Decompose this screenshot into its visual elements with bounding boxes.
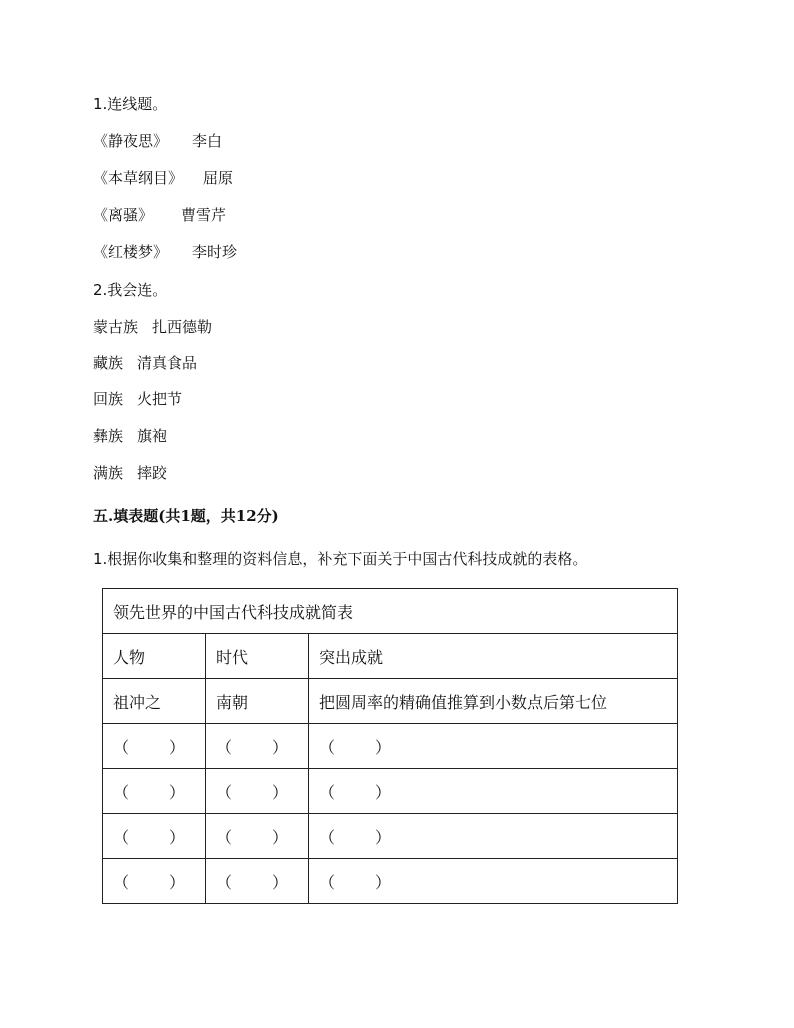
q2-right-2: 清真食品: [137, 354, 198, 372]
blank-close: ）: [168, 827, 185, 847]
example-era: 南朝: [206, 679, 309, 724]
table-row: [103, 724, 678, 769]
table-row: [103, 814, 678, 859]
answer-blank: [216, 870, 288, 893]
q1-right-1: 李白: [192, 132, 223, 150]
blank-person-cell[interactable]: [103, 769, 206, 814]
blank-close: ）: [271, 827, 288, 847]
blank-era-cell[interactable]: [206, 769, 309, 814]
blank-open: （: [113, 827, 130, 847]
q2-left-2: 藏族: [93, 354, 124, 372]
blank-person-cell[interactable]: [103, 814, 206, 859]
blank-close: ）: [271, 782, 288, 802]
q1-title: 1.连线题。: [93, 95, 168, 113]
blank-close: ）: [374, 782, 391, 802]
blank-achievement-cell[interactable]: [309, 859, 678, 904]
blank-close: ）: [271, 737, 288, 757]
header-era: 时代: [206, 634, 309, 679]
q2-pair-2: [93, 353, 197, 373]
blank-open: （: [216, 827, 233, 847]
q2-left-1: 蒙古族: [93, 318, 139, 336]
q2-right-4: 旗袍: [137, 427, 168, 445]
blank-open: （: [319, 737, 336, 757]
q1-left-1: 《静夜思》: [93, 132, 169, 150]
header-person: 人物: [103, 634, 206, 679]
blank-close: ）: [168, 872, 185, 892]
table-caption-row: [103, 589, 678, 634]
blank-person-cell[interactable]: [103, 724, 206, 769]
answer-blank: [216, 780, 288, 803]
answer-blank: [113, 735, 185, 758]
q1-pair-3: [93, 205, 226, 225]
answer-blank: [319, 825, 391, 848]
q2-left-5: 满族: [93, 464, 124, 482]
example-achievement: 把圆周率的精确值推算到小数点后第七位: [309, 679, 678, 724]
table-row: [103, 859, 678, 904]
answer-blank: [319, 735, 391, 758]
blank-open: （: [216, 782, 233, 802]
blank-achievement-cell[interactable]: [309, 814, 678, 859]
blank-open: （: [319, 782, 336, 802]
answer-blank: [319, 870, 391, 893]
answer-blank: [216, 735, 288, 758]
blank-open: （: [319, 827, 336, 847]
blank-close: ）: [168, 782, 185, 802]
q1-left-3: 《离骚》: [93, 206, 154, 224]
header-achievement: 突出成就: [309, 634, 678, 679]
q1-pair-4: [93, 242, 237, 262]
q2-pair-3: [93, 389, 182, 409]
q1-pair-1: [93, 131, 222, 151]
q1-left-4: 《红楼梦》: [93, 243, 169, 261]
blank-close: ）: [271, 872, 288, 892]
blank-open: （: [113, 872, 130, 892]
table-question: 1.根据你收集和整理的资料信息，补充下面关于中国古代科技成就的表格。: [93, 550, 588, 568]
table-header-row: [103, 634, 678, 679]
q1-left-2: 《本草纲目》: [93, 169, 184, 187]
blank-era-cell[interactable]: [206, 814, 309, 859]
answer-blank: [113, 870, 185, 893]
q2-left-4: 彝族: [93, 427, 124, 445]
q2-left-3: 回族: [93, 390, 124, 408]
blank-open: （: [319, 872, 336, 892]
blank-open: （: [113, 782, 130, 802]
q1-right-3: 曹雪芹: [181, 206, 227, 224]
blank-person-cell[interactable]: [103, 859, 206, 904]
blank-achievement-cell[interactable]: [309, 724, 678, 769]
q2-pair-4: [93, 426, 167, 446]
example-person: 祖冲之: [103, 679, 206, 724]
blank-open: （: [113, 737, 130, 757]
answer-blank: [319, 780, 391, 803]
q1-pair-2: [93, 168, 233, 188]
table-caption: 领先世界的中国古代科技成就简表: [103, 589, 678, 634]
blank-close: ）: [374, 827, 391, 847]
q2-pair-5: [93, 463, 167, 483]
blank-close: ）: [374, 737, 391, 757]
blank-close: ）: [374, 872, 391, 892]
table-row: [103, 769, 678, 814]
q1-right-2: 屈原: [203, 169, 234, 187]
q2-right-3: 火把节: [137, 390, 183, 408]
q2-right-1: 扎西德勒: [152, 318, 213, 336]
blank-achievement-cell[interactable]: [309, 769, 678, 814]
q2-pair-1: [93, 317, 212, 337]
section-heading: 五.填表题(共1题，共12分): [93, 507, 279, 525]
q2-right-5: 摔跤: [137, 464, 168, 482]
blank-era-cell[interactable]: [206, 724, 309, 769]
table-row: [103, 679, 678, 724]
blank-close: ）: [168, 737, 185, 757]
blank-open: （: [216, 737, 233, 757]
q1-right-4: 李时珍: [192, 243, 238, 261]
answer-blank: [113, 825, 185, 848]
answer-blank: [216, 825, 288, 848]
q2-title: 2.我会连。: [93, 281, 168, 299]
blank-era-cell[interactable]: [206, 859, 309, 904]
achievement-table: [102, 588, 678, 904]
answer-blank: [113, 780, 185, 803]
blank-open: （: [216, 872, 233, 892]
